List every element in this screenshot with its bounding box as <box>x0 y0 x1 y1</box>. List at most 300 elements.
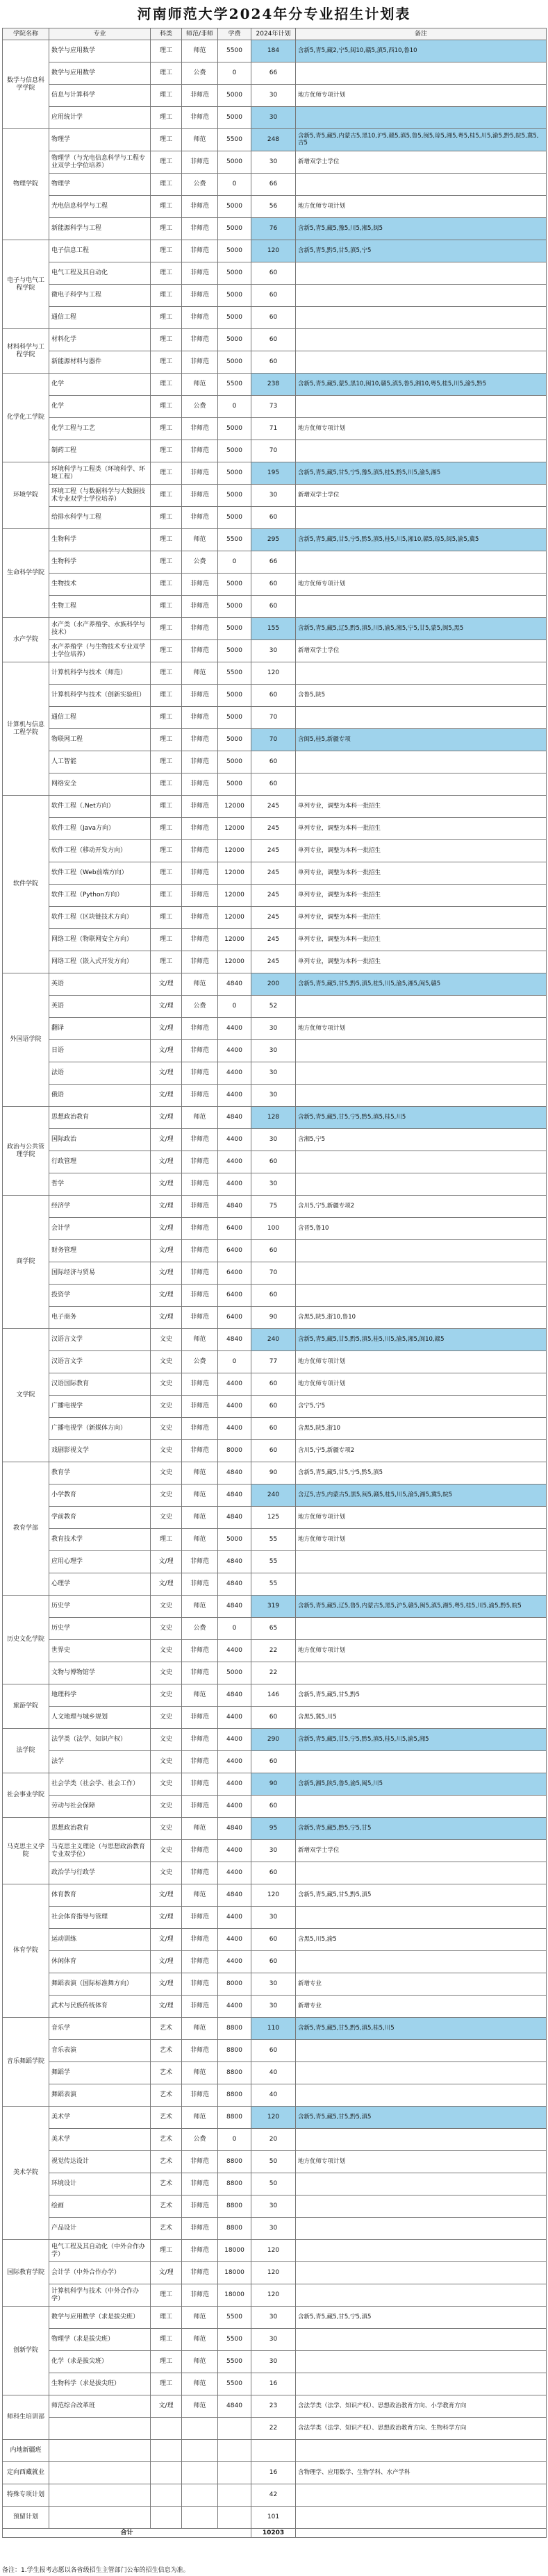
table-row <box>3 1240 547 1262</box>
tuition-cell: 5000 <box>218 440 251 462</box>
tuition-cell: 4400 <box>218 1396 251 1418</box>
plan-cell: 90 <box>251 1462 296 1484</box>
major-cell: 网络安全 <box>49 773 151 796</box>
tuition-cell: 18000 <box>218 2284 251 2307</box>
tuition-cell: 5000 <box>218 1529 251 1551</box>
plan-cell: 184 <box>251 40 296 62</box>
normal-type-cell: 非师范 <box>182 862 218 885</box>
college-cell: 马克思主义学院 <box>3 1818 49 1884</box>
plan-cell: 290 <box>251 1729 296 1751</box>
plan-cell: 30 <box>251 1129 296 1151</box>
category-cell: 文/理 <box>151 1129 182 1151</box>
remarks-cell: 含黑5,陕5,浙10 <box>296 1418 547 1440</box>
remarks-cell: 含辽5,吉5,内蒙古5,黑5,闽5,赣5,桂5,川5,渝5,湘5,冀5,皖5 <box>296 1484 547 1507</box>
tuition-cell: 0 <box>218 1618 251 1640</box>
remarks-cell: 含新5,青5,藏5,甘5,黔5,滇5,桂5,川5,渝5,湘5,闽10,赣5 <box>296 1329 547 1351</box>
normal-type-cell: 师范 <box>182 529 218 551</box>
category-cell: 理工 <box>151 951 182 973</box>
plan-cell: 60 <box>251 1929 296 1951</box>
major-cell: 水产类（水产养殖学、水族科学与技术） <box>49 618 151 640</box>
remarks-cell <box>296 329 547 351</box>
major-cell: 汉语国际教育 <box>49 1373 151 1396</box>
tuition-cell: 0 <box>218 2129 251 2151</box>
category-cell: 理工 <box>151 907 182 929</box>
table-row <box>3 1373 547 1396</box>
tuition-cell: 4840 <box>218 1484 251 1507</box>
remarks-cell: 含新5,青5,藏5,甘5,宁5,黔5,滇5,桂5,川5,渝5,湘5 <box>296 1729 547 1751</box>
remarks-cell: 地方优师专项计划 <box>296 2151 547 2173</box>
table-row <box>3 840 547 862</box>
major-cell: 休闲体育 <box>49 1951 151 1973</box>
tuition-cell: 4400 <box>218 1151 251 1173</box>
table-row <box>3 2240 547 2262</box>
major-cell: 数学与应用数学 <box>49 62 151 85</box>
remarks-cell <box>296 596 547 618</box>
major-cell: 材料化学 <box>49 329 151 351</box>
category-cell: 文/理 <box>151 1907 182 1929</box>
page-title: 河南师范大学2024年分专业招生计划表 <box>137 6 411 22</box>
major-cell: 音乐表演 <box>49 2040 151 2062</box>
tuition-cell: 4400 <box>218 1996 251 2018</box>
category-cell: 文史 <box>151 1751 182 1773</box>
table-row <box>3 329 547 351</box>
tuition-cell: 8800 <box>218 2196 251 2218</box>
major-cell: 社会学类（社会学、社会工作） <box>49 1773 151 1796</box>
normal-type-cell: 非师范 <box>182 685 218 707</box>
category-cell: 文史 <box>151 1840 182 1862</box>
normal-type-cell: 非师范 <box>182 1129 218 1151</box>
category-cell: 文/理 <box>151 1307 182 1329</box>
plan-cell: 128 <box>251 1107 296 1129</box>
remarks-cell <box>296 1285 547 1307</box>
normal-type-cell: 师范 <box>182 2018 218 2040</box>
tuition-cell: 18000 <box>218 2240 251 2262</box>
table-row <box>3 151 547 174</box>
major-cell: 国际经济与贸易 <box>49 1262 151 1285</box>
normal-type-cell: 师范 <box>182 1107 218 1129</box>
normal-type-cell: 师范 <box>182 374 218 396</box>
table-row <box>3 1973 547 1996</box>
college-cell: 物理学院 <box>3 129 49 240</box>
table-row <box>3 707 547 729</box>
remarks-cell <box>296 662 547 685</box>
table-row <box>3 62 547 85</box>
category-cell: 文史 <box>151 1729 182 1751</box>
category-cell: 文史 <box>151 1618 182 1640</box>
category-cell: 文史 <box>151 1484 182 1507</box>
table-row <box>3 2018 547 2040</box>
category-cell: 理工 <box>151 1529 182 1551</box>
remarks-cell: 单列专业，调整为本科一批招生 <box>296 929 547 951</box>
normal-type-cell: 非师范 <box>182 885 218 907</box>
tuition-cell: 4400 <box>218 1951 251 1973</box>
remarks-cell: 单列专业，调整为本科一批招生 <box>296 885 547 907</box>
plan-cell: 30 <box>251 2307 296 2329</box>
table-row <box>3 2395 547 2418</box>
remarks-cell: 含新5,湘5,陕5,鲁5,渝5,闽5,川5 <box>296 1773 547 1796</box>
remarks-cell <box>296 285 547 307</box>
major-cell: 环境工程（与数据科学与大数据技术专业双学士学位培养） <box>49 485 151 507</box>
plan-cell: 60 <box>251 1151 296 1173</box>
remarks-cell <box>296 2373 547 2395</box>
table-row <box>3 1129 547 1151</box>
remarks-cell: 含新5,青5,藏5,甘5,黔5,滇5,桂5,川5,渝5,湘5,闽5,赣5 <box>296 973 547 996</box>
normal-type-cell: 非师范 <box>182 2240 218 2262</box>
category-cell: 文史 <box>151 1818 182 1840</box>
major-cell: 电子商务 <box>49 1307 151 1329</box>
table-row <box>3 2084 547 2107</box>
major-cell: 投资学 <box>49 1285 151 1307</box>
tuition-cell: 5000 <box>218 240 251 262</box>
major-cell: 计算机科学与技术（师范） <box>49 662 151 685</box>
normal-type-cell: 非师范 <box>182 462 218 485</box>
category-cell: 文/理 <box>151 1151 182 1173</box>
tuition-cell: 8800 <box>218 2107 251 2129</box>
plan-cell: 60 <box>251 1373 296 1396</box>
tuition-cell: 4400 <box>218 1018 251 1040</box>
category-cell: 文史 <box>151 1707 182 1729</box>
normal-type-cell: 非师范 <box>182 262 218 285</box>
tuition-cell: 4840 <box>218 1684 251 1707</box>
category-cell: 理工 <box>151 151 182 174</box>
tuition-cell: 4400 <box>218 1418 251 1440</box>
tuition-cell: 4400 <box>218 1840 251 1862</box>
tuition-cell: 0 <box>218 174 251 196</box>
major-cell: 化学 <box>49 396 151 418</box>
plan-cell: 42 <box>251 2484 296 2507</box>
table-row <box>3 1440 547 1462</box>
tuition-cell: 5000 <box>218 1662 251 1684</box>
remarks-cell <box>296 351 547 374</box>
category-cell: 理工 <box>151 374 182 396</box>
category-cell: 艺术 <box>151 2040 182 2062</box>
tuition-cell: 8000 <box>218 1973 251 1996</box>
tuition-cell: 4400 <box>218 1373 251 1396</box>
major-cell: 马克思主义理论（与思想政治教育专业双学位） <box>49 1840 151 1862</box>
plan-cell: 295 <box>251 529 296 551</box>
plan-cell: 52 <box>251 996 296 1018</box>
table-row <box>3 40 547 62</box>
category-cell: 理工 <box>151 929 182 951</box>
plan-cell: 23 <box>251 2395 296 2418</box>
normal-type-cell: 非师范 <box>182 1796 218 1818</box>
normal-type-cell: 公费 <box>182 396 218 418</box>
normal-type-cell: 非师范 <box>182 1751 218 1773</box>
normal-type-cell: 非师范 <box>182 329 218 351</box>
normal-type-cell: 非师范 <box>182 240 218 262</box>
college-cell: 定向西藏就业 <box>3 2462 49 2484</box>
remarks-cell: 含鲁5,陕5 <box>296 685 547 707</box>
category-cell: 文/理 <box>151 1218 182 1240</box>
plan-cell: 240 <box>251 1484 296 1507</box>
normal-type-cell: 公费 <box>182 996 218 1018</box>
tuition-cell: 5500 <box>218 129 251 151</box>
category-cell <box>151 2440 182 2462</box>
category-cell: 文史 <box>151 1662 182 1684</box>
normal-type-cell: 非师范 <box>182 1951 218 1973</box>
remarks-cell: 新增专业 <box>296 1973 547 1996</box>
category-cell: 文/理 <box>151 973 182 996</box>
plan-cell: 125 <box>251 1507 296 1529</box>
plan-cell: 60 <box>251 1862 296 1884</box>
total-row <box>3 2529 547 2538</box>
tuition-cell: 4840 <box>218 1462 251 1484</box>
category-cell: 文史 <box>151 1862 182 1884</box>
table-row <box>3 1773 547 1796</box>
normal-type-cell: 师范 <box>182 2107 218 2129</box>
normal-type-cell: 师范 <box>182 2062 218 2084</box>
remarks-cell: 单列专业，调整为本科一批招生 <box>296 951 547 973</box>
plan-cell: 101 <box>251 2507 296 2529</box>
category-cell: 艺术 <box>151 2173 182 2196</box>
category-cell: 文史 <box>151 1773 182 1796</box>
category-cell: 文/理 <box>151 996 182 1018</box>
table-row <box>3 1751 547 1773</box>
remarks-cell <box>296 2484 547 2507</box>
category-cell: 文史 <box>151 1596 182 1618</box>
major-cell: 软件工程（Java方向） <box>49 818 151 840</box>
table-row <box>3 1484 547 1507</box>
major-cell: 财务管理 <box>49 1240 151 1262</box>
table-row <box>3 2129 547 2151</box>
normal-type-cell: 非师范 <box>182 1418 218 1440</box>
category-cell: 理工 <box>151 507 182 529</box>
remarks-cell <box>296 2062 547 2084</box>
college-cell: 社会事业学院 <box>3 1773 49 1818</box>
category-cell: 艺术 <box>151 2084 182 2107</box>
major-cell: 音乐学 <box>49 2018 151 2040</box>
major-cell: 环境设计 <box>49 2173 151 2196</box>
tuition-cell: 5000 <box>218 151 251 174</box>
major-cell: 生物科学 <box>49 551 151 574</box>
tuition-cell: 6400 <box>218 1307 251 1329</box>
remarks-cell: 地方优师专项计划 <box>296 1640 547 1662</box>
normal-type-cell: 非师范 <box>182 1262 218 1285</box>
category-cell: 文/理 <box>151 1551 182 1573</box>
tuition-cell: 5500 <box>218 529 251 551</box>
major-cell: 法学 <box>49 1751 151 1773</box>
tuition-cell: 5000 <box>218 773 251 796</box>
table-row <box>3 1307 547 1329</box>
category-cell: 艺术 <box>151 2196 182 2218</box>
category-cell: 理工 <box>151 2307 182 2329</box>
tuition-cell: 5000 <box>218 329 251 351</box>
college-cell: 内地新疆班 <box>3 2440 49 2462</box>
normal-type-cell: 师范 <box>182 1484 218 1507</box>
major-cell: 体育教育 <box>49 1884 151 1907</box>
total-value: 10203 <box>251 2529 296 2538</box>
remarks-cell: 含川5,宁5,新疆专项2 <box>296 1196 547 1218</box>
tuition-cell: 6400 <box>218 1262 251 1285</box>
major-cell: 化学工程与工艺 <box>49 418 151 440</box>
tuition-cell: 12000 <box>218 796 251 818</box>
table-row <box>3 1662 547 1684</box>
major-cell <box>49 2507 151 2529</box>
table-row <box>3 1173 547 1196</box>
college-cell: 预留计划 <box>3 2507 49 2529</box>
table-row <box>3 640 547 662</box>
tuition-cell: 4840 <box>218 1818 251 1840</box>
plan-cell: 60 <box>251 685 296 707</box>
table-row <box>3 885 547 907</box>
table-row <box>3 1040 547 1062</box>
tuition-cell: 5000 <box>218 418 251 440</box>
normal-type-cell: 非师范 <box>182 85 218 107</box>
category-cell: 文史 <box>151 1796 182 1818</box>
remarks-cell: 单列专业，调整为本科一批招生 <box>296 907 547 929</box>
table-row <box>3 2307 547 2329</box>
remarks-cell: 单列专业，调整为本科一批招生 <box>296 840 547 862</box>
category-cell: 理工 <box>151 773 182 796</box>
table-row <box>3 1729 547 1751</box>
remarks-cell: 含新5,青5,藏2,宁5,闽10,赣5,滇5,西10,鲁10 <box>296 40 547 62</box>
table-body <box>3 40 547 2529</box>
table-row <box>3 2462 547 2484</box>
remarks-cell <box>296 1573 547 1596</box>
table-row <box>3 2440 547 2462</box>
college-cell: 商学院 <box>3 1196 49 1329</box>
tuition-cell: 18000 <box>218 2262 251 2284</box>
table-row <box>3 1062 547 1085</box>
remarks-cell <box>296 307 547 329</box>
normal-type-cell: 非师范 <box>182 1551 218 1573</box>
remarks-cell <box>296 996 547 1018</box>
tuition-cell: 5000 <box>218 729 251 751</box>
college-cell: 外国语学院 <box>3 973 49 1107</box>
table-row <box>3 1196 547 1218</box>
remarks-cell: 含新5,青5,藏5,辽5,鲁5,内蒙古5,黑5,沪5,赣5,闽5,滇5,湘5,粤5,桂5,川5,渝5,黔5,皖5 <box>296 1596 547 1618</box>
major-cell: 软件工程（移动开发方向） <box>49 840 151 862</box>
remarks-cell: 含新5,青5,藏5,甘5,黔5,滇5 <box>296 1884 547 1907</box>
major-cell: 小学教育 <box>49 1484 151 1507</box>
category-cell: 文史 <box>151 1640 182 1662</box>
plan-cell: 200 <box>251 973 296 996</box>
table-row <box>3 351 547 374</box>
plan-cell: 60 <box>251 1440 296 1462</box>
tuition-cell <box>218 2484 251 2507</box>
plan-cell: 120 <box>251 2240 296 2262</box>
category-cell: 文/理 <box>151 1240 182 1262</box>
plan-cell: 75 <box>251 1196 296 1218</box>
category-cell <box>151 2507 182 2529</box>
plan-cell: 16 <box>251 2462 296 2484</box>
college-cell: 创新学院 <box>3 2307 49 2395</box>
table-row <box>3 240 547 262</box>
major-cell: 广播电视学 <box>49 1396 151 1418</box>
college-cell: 文学院 <box>3 1329 49 1462</box>
college-cell: 教育学部 <box>3 1462 49 1596</box>
category-cell: 理工 <box>151 2284 182 2307</box>
normal-type-cell: 非师范 <box>182 951 218 973</box>
remarks-cell <box>296 1040 547 1062</box>
remarks-cell: 含晋5,鲁10 <box>296 1218 547 1240</box>
normal-type-cell: 师范 <box>182 1596 218 1618</box>
normal-type-cell <box>182 2507 218 2529</box>
remarks-cell <box>296 2440 547 2462</box>
tuition-cell: 12000 <box>218 951 251 973</box>
college-cell: 特殊专项计划 <box>3 2484 49 2507</box>
normal-type-cell: 非师范 <box>182 107 218 129</box>
plan-cell: 50 <box>251 2173 296 2196</box>
category-cell: 理工 <box>151 107 182 129</box>
plan-cell: 120 <box>251 240 296 262</box>
category-cell: 理工 <box>151 840 182 862</box>
category-cell: 理工 <box>151 596 182 618</box>
normal-type-cell: 非师范 <box>182 2084 218 2107</box>
major-cell: 教育技术学 <box>49 1529 151 1551</box>
tuition-cell: 5000 <box>218 218 251 240</box>
category-cell: 文史 <box>151 1396 182 1418</box>
major-cell: 生物科学 <box>49 529 151 551</box>
tuition-cell: 12000 <box>218 907 251 929</box>
enrollment-plan-table <box>2 28 547 2538</box>
remarks-cell <box>296 107 547 129</box>
plan-cell: 60 <box>251 329 296 351</box>
table-row <box>3 1107 547 1129</box>
normal-type-cell: 师范 <box>182 1329 218 1351</box>
table-row <box>3 1285 547 1307</box>
tuition-cell: 4400 <box>218 1640 251 1662</box>
category-cell: 理工 <box>151 240 182 262</box>
category-cell: 文/理 <box>151 1996 182 2018</box>
major-cell: 法学类（法学、知识产权） <box>49 1729 151 1751</box>
major-cell: 电气工程及其自动化 <box>49 262 151 285</box>
tuition-cell: 6400 <box>218 1240 251 1262</box>
plan-cell: 30 <box>251 1040 296 1062</box>
tuition-cell: 5000 <box>218 751 251 773</box>
normal-type-cell: 非师范 <box>182 1307 218 1329</box>
tuition-cell: 4840 <box>218 1884 251 1907</box>
normal-type-cell: 师范 <box>182 1818 218 1840</box>
table-row <box>3 662 547 685</box>
table-row <box>3 618 547 640</box>
tuition-cell: 5000 <box>218 307 251 329</box>
remarks-cell: 含新5,青5,藏5,甘5,宁5,滇5 <box>296 2307 547 2329</box>
category-cell: 理工 <box>151 85 182 107</box>
table-row <box>3 596 547 618</box>
major-cell: 物理学 <box>49 174 151 196</box>
remarks-cell: 含闽5,桂5,新疆专项 <box>296 729 547 751</box>
category-cell: 文/理 <box>151 1085 182 1107</box>
plan-cell: 70 <box>251 707 296 729</box>
category-cell: 理工 <box>151 174 182 196</box>
major-cell: 舞蹈表演 <box>49 2084 151 2107</box>
category-cell: 文史 <box>151 1329 182 1351</box>
tuition-cell: 8800 <box>218 2084 251 2107</box>
category-cell: 艺术 <box>151 2129 182 2151</box>
normal-type-cell: 师范 <box>182 662 218 685</box>
major-cell: 软件工程（Python方向） <box>49 885 151 907</box>
tuition-cell: 5500 <box>218 2307 251 2329</box>
normal-type-cell: 非师范 <box>182 2151 218 2173</box>
tuition-cell: 5000 <box>218 507 251 529</box>
plan-cell: 76 <box>251 218 296 240</box>
major-cell: 物理学（求是拔尖班） <box>49 2329 151 2351</box>
plan-cell: 30 <box>251 1973 296 1996</box>
major-cell: 软件工程（区块链技术方向） <box>49 907 151 929</box>
college-cell: 美术学院 <box>3 2107 49 2240</box>
normal-type-cell: 非师范 <box>182 729 218 751</box>
category-cell: 文/理 <box>151 1018 182 1040</box>
major-cell: 英语 <box>49 973 151 996</box>
tuition-cell: 5000 <box>218 574 251 596</box>
plan-cell: 30 <box>251 1907 296 1929</box>
normal-type-cell: 师范 <box>182 2395 218 2418</box>
major-cell: 产品设计 <box>49 2218 151 2240</box>
remarks-cell: 新增双学士学位 <box>296 1840 547 1862</box>
header-remarks: 备注 <box>296 28 547 40</box>
table-header-row <box>3 28 547 40</box>
